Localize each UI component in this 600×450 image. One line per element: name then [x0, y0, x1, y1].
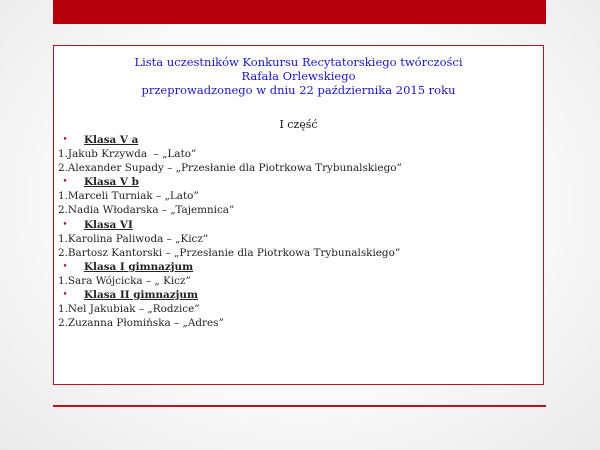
- bullet-icon: •: [62, 135, 68, 145]
- bullet-icon: •: [62, 177, 68, 188]
- list-item: 1.Karolina Paliwoda – „Kicz”: [58, 232, 209, 245]
- list-item: 2.Bartosz Kantorski – „Przesłanie dla Piotrkowa Trybunalskiego”: [58, 246, 401, 259]
- top-accent-bar: [53, 0, 546, 24]
- title-line-3: przeprowadzonego w dniu 22 października 2015 roku: [141, 83, 456, 97]
- bullet-icon: •: [62, 219, 68, 230]
- class-heading: [58, 288, 402, 302]
- class-heading: [58, 218, 402, 232]
- class-label: Klasa II gimnazjum: [84, 289, 198, 302]
- class-heading: [58, 175, 402, 189]
- list-item: 2.Alexander Supady – „Przesłanie dla Piotrkowa Trybunalskiego”: [58, 162, 402, 175]
- list-item: 1.Nel Jakubiak – „Rodzice”: [58, 303, 200, 316]
- class-heading: [58, 260, 402, 274]
- title-line-1: Lista uczestników Konkursu Recytatorskiego twórczości: [134, 55, 463, 69]
- class-label: Klasa I gimnazjum: [84, 260, 194, 273]
- list-item: 1.Sara Wójcicka – „ Kicz”: [58, 274, 191, 287]
- bullet-icon: •: [62, 290, 68, 301]
- list-item: 1.Marceli Turniak – „Lato”: [58, 190, 199, 203]
- class-label: Klasa VI: [84, 218, 133, 231]
- section-heading: I część: [279, 118, 318, 131]
- title-line-2: Rafała Orlewskiego: [241, 69, 356, 83]
- bullet-icon: •: [62, 261, 68, 272]
- participant-list-box: [53, 45, 544, 385]
- bottom-divider: [53, 405, 546, 407]
- class-label: Klasa V b: [84, 176, 139, 189]
- page-title: [54, 55, 543, 97]
- class-label: Klasa V a: [84, 134, 139, 146]
- list-item: 2.Zuzanna Płomińska – „Adres”: [58, 317, 224, 330]
- class-heading: [58, 133, 402, 147]
- participant-list: [58, 133, 402, 330]
- list-item: 2.Nadia Włodarska – „Tajemnica”: [58, 204, 235, 217]
- list-item: 1.Jakub Krzywda – „Lato”: [58, 148, 197, 161]
